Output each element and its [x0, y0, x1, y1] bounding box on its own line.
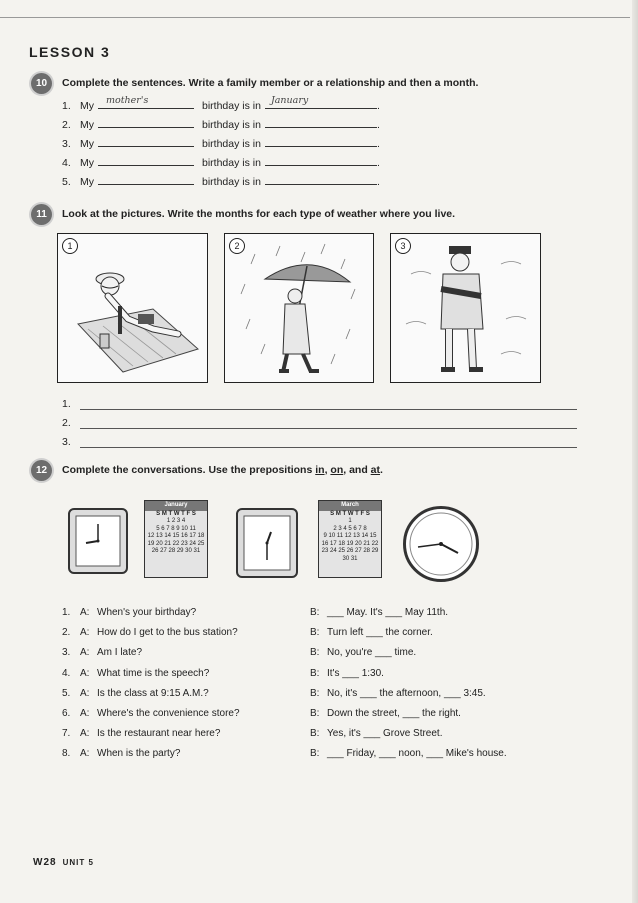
clock-square-2 [236, 508, 298, 578]
calendar-week: 12 13 14 15 16 17 18 [147, 533, 205, 539]
calendar-week: 26 27 28 29 30 31 [151, 548, 201, 554]
family-member-blank[interactable] [98, 116, 194, 128]
top-rule [0, 17, 630, 18]
page-edge [632, 0, 638, 903]
page-number: W28 [33, 857, 57, 868]
period: . [376, 100, 380, 112]
cold-illustration [391, 234, 540, 382]
unit-label: UNIT 5 [62, 858, 94, 867]
speaker-b: B: [310, 708, 320, 719]
speaker-b: B: [310, 647, 320, 659]
picture-number: 1 [62, 238, 78, 254]
speaker-a: A: [80, 687, 90, 699]
picture-number: 2 [229, 238, 245, 254]
family-member-blank[interactable] [98, 135, 194, 147]
exercise-11-instruction: Look at the pictures. Write the months for each type of weather where you live. [62, 208, 456, 220]
birthday-label: birthday is in [202, 138, 261, 150]
calendar-week: 5 6 7 8 9 10 11 [156, 525, 196, 532]
question-text: How do I get to the bus station? [97, 627, 238, 639]
sunbather-illustration [58, 234, 207, 382]
conversation-number: 2. [62, 627, 71, 639]
birthday-label: birthday is in [202, 157, 261, 169]
month-blank[interactable] [265, 173, 377, 185]
my-label: My [80, 119, 94, 131]
question-text: When is the party? [97, 748, 181, 760]
speaker-b: B: [310, 728, 320, 740]
item-number: 1. [62, 100, 71, 112]
question-text: Is the restaurant near here? [97, 728, 221, 740]
picture-number: 3 [395, 238, 411, 254]
calendar-week: 19 20 21 22 23 24 25 [147, 540, 205, 547]
month-blank[interactable] [265, 135, 377, 147]
speaker-a: A: [80, 667, 90, 679]
exercise-10-badge: 10 [31, 73, 52, 94]
conversation-number: 8. [62, 748, 71, 760]
item-number: 2. [62, 119, 71, 131]
picture-sunny [57, 233, 208, 383]
calendar-weekdays: S M T W T F S [156, 510, 196, 517]
conversation-number: 7. [62, 728, 71, 740]
calendar-month: January [145, 501, 207, 511]
conversation-number: 4. [62, 667, 71, 679]
period: . [376, 138, 380, 150]
speaker-b: B: [310, 667, 320, 679]
picture-cold [390, 233, 541, 383]
speaker-a: A: [80, 748, 90, 760]
period: . [376, 157, 380, 169]
item-number: 4. [62, 157, 71, 169]
conversation-number: 1. [62, 607, 71, 618]
clock-square-1 [68, 508, 128, 574]
family-member-blank[interactable] [98, 173, 194, 185]
answer-number: 1. [62, 398, 71, 410]
clock-round [403, 506, 479, 582]
my-label: My [80, 157, 94, 169]
calendar-week: 1 2 3 4 [166, 518, 186, 524]
item-number: 5. [62, 176, 71, 188]
my-label: My [80, 100, 94, 112]
sentence-row [62, 135, 380, 150]
page-footer [33, 857, 94, 868]
question-text: What time is the speech? [97, 667, 210, 679]
clock-face-icon [406, 509, 476, 579]
response-text[interactable]: No, you're ___ time. [327, 647, 417, 659]
calendar-week: 23 24 25 26 27 28 29 [321, 548, 379, 554]
question-text: Am I late? [97, 647, 143, 659]
response-text[interactable]: It's ___ 1:30. [327, 667, 384, 679]
speaker-b: B: [310, 687, 320, 699]
response-text[interactable]: No, it's ___ the afternoon, ___ 3:45. [327, 687, 486, 699]
sentence-row [62, 97, 380, 112]
question-text: Is the class at 9:15 A.M.? [97, 687, 209, 699]
calendar-january [144, 500, 208, 578]
response-text[interactable]: ___ Friday, ___ noon, ___ Mike's house. [327, 748, 507, 760]
my-label: My [80, 176, 94, 188]
birthday-label: birthday is in [202, 100, 261, 112]
speaker-a: A: [80, 708, 90, 719]
answer-number: 2. [62, 417, 71, 429]
picture-rainy [224, 233, 374, 383]
speaker-b: B: [310, 627, 320, 639]
birthday-label: birthday is in [202, 119, 261, 131]
handwritten-answer: January [270, 95, 309, 106]
sentence-row [62, 154, 380, 169]
calendar-week: 1 [348, 518, 352, 524]
month-blank[interactable] [265, 116, 377, 128]
conversation-number: 3. [62, 647, 71, 659]
response-text[interactable]: Yes, it's ___ Grove Street. [327, 728, 443, 740]
lesson-title: LESSON 3 [29, 44, 111, 60]
exercise-12-instruction: Complete the conversations. Use the prepositions in, on, and at. [62, 464, 383, 476]
sentence-row [62, 173, 380, 188]
speaker-b: B: [310, 607, 320, 618]
conversation-number: 5. [62, 687, 71, 699]
item-number: 3. [62, 138, 71, 150]
calendar-weekdays: S M T W T F S [330, 510, 370, 517]
conversation-number: 6. [62, 708, 71, 719]
response-text[interactable]: ___ May. It's ___ May 11th. [327, 607, 449, 618]
response-text[interactable]: Down the street, ___ the right. [327, 708, 461, 719]
speaker-a: A: [80, 647, 90, 659]
speaker-a: A: [80, 607, 90, 618]
answer-line[interactable] [80, 447, 577, 448]
question-text: When's your birthday? [97, 607, 197, 618]
speaker-a: A: [80, 728, 90, 740]
answer-line[interactable] [80, 428, 577, 429]
calendar-week: 9 10 11 12 13 14 15 [323, 533, 377, 539]
my-label: My [80, 138, 94, 150]
handwritten-answer: mother's [106, 95, 149, 106]
period: . [376, 119, 380, 131]
month-blank[interactable] [265, 154, 377, 166]
family-member-blank[interactable] [98, 154, 194, 166]
clock-face-icon [70, 510, 126, 572]
rain-illustration [225, 234, 373, 382]
speaker-b: B: [310, 748, 320, 760]
exercise-10-instruction: Complete the sentences. Write a family member or a relationship and then a month. [62, 77, 479, 89]
sentence-row [62, 116, 380, 131]
period: . [376, 176, 380, 188]
speaker-a: A: [80, 627, 90, 639]
birthday-label: birthday is in [202, 176, 261, 188]
calendar-week: 30 31 [342, 555, 358, 562]
calendar-week: 2 3 4 5 6 7 8 [333, 525, 367, 532]
month-blank[interactable] [265, 97, 377, 109]
calendar-march [318, 500, 382, 578]
question-text: Where's the convenience store? [97, 708, 240, 719]
family-member-blank[interactable] [98, 97, 194, 109]
answer-number: 3. [62, 436, 71, 448]
clock-face-icon [238, 510, 296, 576]
calendar-week: 16 17 18 19 20 21 22 [321, 540, 379, 547]
answer-line[interactable] [80, 409, 577, 410]
exercise-12-badge: 12 [31, 460, 52, 481]
response-text[interactable]: Turn left ___ the corner. [327, 627, 433, 639]
exercise-11-badge: 11 [31, 204, 52, 225]
calendar-month: March [319, 501, 381, 511]
